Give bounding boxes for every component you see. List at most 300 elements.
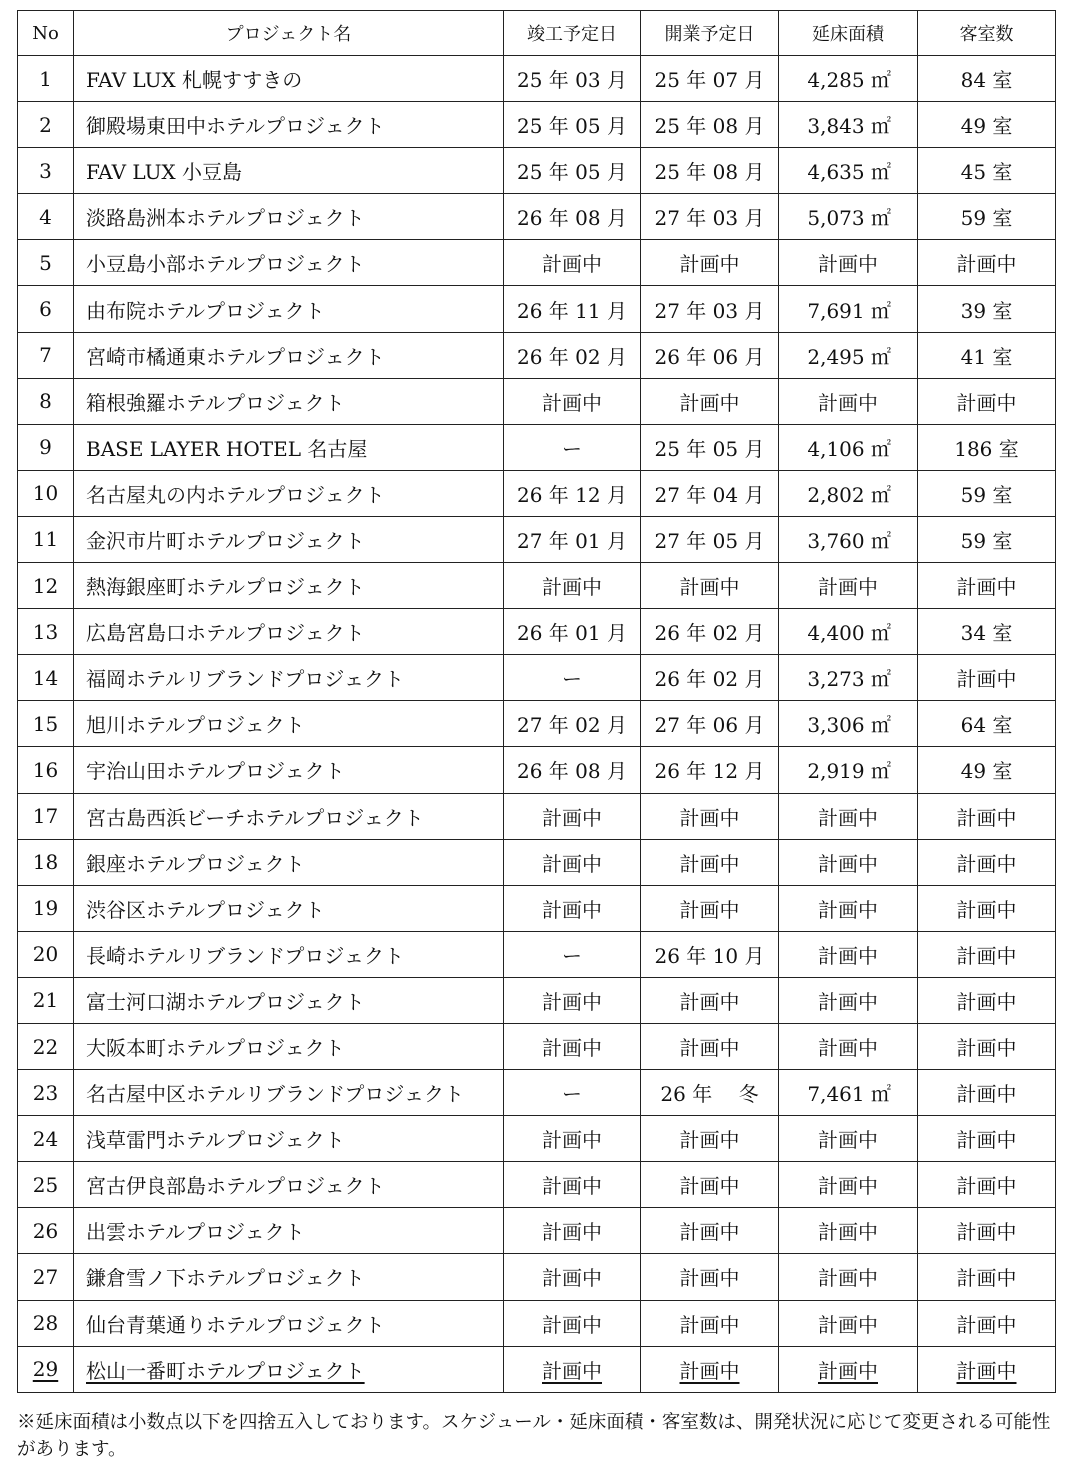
cell-completion-date [504,1254,641,1300]
table-row [18,747,1056,793]
cell-text: 26 年 02 月 [517,344,627,369]
cell-no [18,286,74,332]
cell-no [18,240,74,286]
cell-text: 25 年 05 月 [517,160,627,185]
cell-floor-area [779,240,918,286]
cell-floor-area [779,516,918,562]
cell-text: 御殿場東田中ホテルプロジェクト [86,114,385,139]
cell-floor-area [779,885,918,931]
cell-text: 2,802 ㎡ [807,482,891,507]
cell-floor-area [779,102,918,148]
cell-completion-date [504,424,641,470]
cell-floor-area [779,332,918,378]
cell-opening-date [641,148,779,194]
cell-floor-area [779,148,918,194]
table-row [18,1116,1056,1162]
cell-rooms [918,286,1056,332]
cell-completion-date [504,1116,641,1162]
cell-text: 計画中 [679,897,740,922]
cell-text: 計画中 [542,1220,602,1245]
cell-text: 計画中 [679,1358,740,1383]
cell-text: 浅草雷門ホテルプロジェクト [86,1128,345,1153]
table-row [18,516,1056,562]
cell-text: 16 [32,757,59,782]
cell-text: 27 年 03 月 [654,206,765,231]
cell-text: 計画中 [818,575,878,600]
cell-opening-date [641,194,779,240]
cell-text: 25 年 03 月 [517,68,627,93]
cell-text: 小豆島小部ホテルプロジェクト [86,252,365,277]
cell-completion-date [504,885,641,931]
cell-completion-date [504,609,641,655]
cell-completion-date [504,701,641,747]
cell-no [18,1300,74,1346]
cell-text: 23 [32,1080,59,1105]
table-row [18,655,1056,701]
cell-opening-date [641,1162,779,1208]
cell-text: 計画中 [679,989,740,1014]
cell-text: 5 [39,250,52,275]
cell-project-name [74,56,504,102]
cell-text: 26 年 10 月 [654,943,765,968]
cell-opening-date [641,839,779,885]
cell-text: 27 年 01 月 [517,528,627,553]
cell-project-name [74,793,504,839]
table-row [18,378,1056,424]
cell-floor-area [779,1162,918,1208]
table-row [18,701,1056,747]
cell-text: 15 [32,711,59,736]
cell-rooms [918,424,1056,470]
cell-project-name [74,332,504,378]
cell-text: 3 [39,158,52,183]
cell-text: 計画中 [542,1128,602,1153]
cell-text: 2,495 ㎡ [807,344,891,369]
cell-project-name [74,885,504,931]
cell-text: 計画中 [542,390,602,415]
cell-opening-date [641,1116,779,1162]
cell-opening-date [641,378,779,424]
cell-no [18,56,74,102]
cell-text: 27 年 06 月 [654,713,765,738]
cell-floor-area [779,747,918,793]
cell-project-name [74,655,504,701]
table-row [18,1300,1056,1346]
cell-text: 計画中 [818,252,878,277]
cell-text: 26 年 12 月 [517,482,627,507]
cell-text: 計画中 [542,1266,602,1291]
cell-text: 3,273 ㎡ [807,667,891,692]
cell-text: 3,843 ㎡ [807,114,891,139]
cell-text: 計画中 [818,1220,878,1245]
table-row [18,332,1056,378]
cell-text: 27 [32,1264,59,1289]
cell-text: FAV LUX 小豆島 [86,160,243,185]
cell-text: 福岡ホテルリブランドプロジェクト [86,667,404,692]
cell-text: 49 室 [960,759,1013,784]
cell-floor-area [779,793,918,839]
cell-project-name [74,1070,504,1116]
project-table [17,10,1056,1393]
cell-text: 2,919 ㎡ [807,759,891,784]
cell-floor-area [779,655,918,701]
cell-text: 12 [32,573,59,598]
table-row [18,1070,1056,1116]
cell-floor-area [779,1254,918,1300]
cell-project-name [74,148,504,194]
cell-rooms [918,1116,1056,1162]
table-row [18,563,1056,609]
cell-text: 計画中 [679,805,740,830]
cell-rooms [918,839,1056,885]
cell-text: 5,073 ㎡ [807,206,891,231]
cell-text: 18 [32,850,59,875]
cell-text: 計画中 [679,1036,740,1061]
cell-text: 計画中 [818,1036,878,1061]
cell-text: 計画中 [542,1036,602,1061]
cell-project-name [74,240,504,286]
cell-text: 名古屋中区ホテルリブランドプロジェクト [86,1082,464,1107]
cell-text: 計画中 [956,1312,1017,1337]
cell-rooms [918,56,1056,102]
cell-text: 出雲ホテルプロジェクト [86,1220,305,1245]
cell-floor-area [779,701,918,747]
cell-completion-date [504,655,641,701]
cell-opening-date [641,1070,779,1116]
cell-completion-date [504,378,641,424]
cell-completion-date [504,332,641,378]
cell-text: 27 年 04 月 [654,482,765,507]
cell-no [18,839,74,885]
cell-project-name [74,839,504,885]
footnote: ※延床面積は小数点以下を四捨五入しております。スケジュール・延床面積・客室数は、開発状況に応じて変更される可能性があります。 [17,1412,1051,1460]
cell-no [18,655,74,701]
cell-rooms [918,332,1056,378]
cell-floor-area [779,931,918,977]
cell-text: 計画中 [679,390,740,415]
cell-text: 計画中 [956,1036,1017,1061]
cell-floor-area [779,1023,918,1069]
cell-text: 26 年 08 月 [517,759,627,784]
cell-text: 由布院ホテルプロジェクト [86,298,325,323]
cell-project-name [74,424,504,470]
cell-opening-date [641,240,779,286]
cell-project-name [74,747,504,793]
cell-no [18,378,74,424]
cell-completion-date [504,1346,641,1392]
cell-rooms [918,1023,1056,1069]
cell-project-name [74,1162,504,1208]
cell-text: 41 室 [960,344,1013,369]
cell-text: 28 [32,1311,59,1336]
cell-rooms [918,977,1056,1023]
cell-text: 淡路島洲本ホテルプロジェクト [86,206,365,231]
cell-text: 7,691 ㎡ [807,298,891,323]
cell-text: 17 [32,804,59,829]
cell-project-name [74,378,504,424]
cell-text: 59 室 [960,528,1013,553]
cell-text: BASE LAYER HOTEL 名古屋 [86,436,368,461]
cell-rooms [918,1070,1056,1116]
cell-completion-date [504,56,641,102]
cell-text: 4,635 ㎡ [807,160,891,185]
cell-no [18,102,74,148]
cell-text: 計画中 [956,1358,1017,1383]
cell-floor-area [779,563,918,609]
cell-completion-date [504,1162,641,1208]
cell-no [18,1070,74,1116]
table-row [18,148,1056,194]
cell-text: 27 年 03 月 [654,298,765,323]
cell-text: 名古屋丸の内ホテルプロジェクト [86,482,385,507]
cell-text: 長崎ホテルリブランドプロジェクト [86,943,404,968]
cell-text: 14 [32,665,59,690]
cell-text: 21 [32,988,59,1013]
cell-text: 計画中 [956,989,1017,1014]
cell-project-name [74,1254,504,1300]
cell-text: 3,306 ㎡ [807,713,891,738]
cell-text: 3,760 ㎡ [807,528,891,553]
cell-text: 26 年 11 月 [517,298,627,323]
cell-no [18,148,74,194]
cell-opening-date [641,332,779,378]
cell-rooms [918,240,1056,286]
table-row [18,977,1056,1023]
header-project-name: プロジェクト名 [74,11,504,56]
cell-text: 計画中 [679,851,740,876]
table-row [18,1346,1056,1392]
cell-text: 26 [32,1218,59,1243]
cell-project-name [74,563,504,609]
cell-text: 26 年 12 月 [654,759,765,784]
cell-completion-date [504,747,641,793]
cell-rooms [918,885,1056,931]
cell-text: 計画中 [679,1220,740,1245]
cell-opening-date [641,1300,779,1346]
cell-opening-date [641,1023,779,1069]
cell-text: 計画中 [818,805,878,830]
cell-text: 計画中 [956,252,1017,277]
cell-text: 27 年 02 月 [517,713,627,738]
cell-floor-area [779,286,918,332]
cell-rooms [918,609,1056,655]
cell-opening-date [641,1254,779,1300]
cell-project-name [74,701,504,747]
cell-project-name [74,194,504,240]
cell-text: ー [562,1082,582,1107]
cell-opening-date [641,793,779,839]
cell-text: 1 [39,66,52,91]
cell-text: 銀座ホテルプロジェクト [86,851,305,876]
cell-text: 計画中 [956,1082,1017,1107]
cell-text: 計画中 [818,390,878,415]
table-row [18,931,1056,977]
cell-text: 26 年 02 月 [654,621,765,646]
cell-text: 34 室 [960,621,1013,646]
cell-opening-date [641,931,779,977]
cell-opening-date [641,701,779,747]
cell-text: 旭川ホテルプロジェクト [86,713,305,738]
cell-text: 箱根強羅ホテルプロジェクト [86,390,345,415]
cell-no [18,516,74,562]
cell-text: 熱海銀座町ホテルプロジェクト [86,575,365,600]
cell-opening-date [641,470,779,516]
cell-text: 計画中 [956,805,1017,830]
cell-text: 25 [32,1172,59,1197]
cell-completion-date [504,148,641,194]
cell-text: 4 [39,204,52,229]
cell-text: 渋谷区ホテルプロジェクト [86,897,325,922]
cell-text: ー [562,667,582,692]
cell-no [18,609,74,655]
cell-rooms [918,747,1056,793]
cell-text: 計画中 [679,575,740,600]
cell-completion-date [504,977,641,1023]
cell-project-name [74,1116,504,1162]
cell-text: 計画中 [956,667,1017,692]
table-row [18,1162,1056,1208]
cell-rooms [918,793,1056,839]
cell-text: 26 年 01 月 [517,621,627,646]
cell-rooms [918,194,1056,240]
cell-opening-date [641,424,779,470]
cell-no [18,194,74,240]
cell-rooms [918,102,1056,148]
cell-project-name [74,977,504,1023]
cell-project-name [74,931,504,977]
cell-text: 26 年 06 月 [654,344,765,369]
cell-rooms [918,470,1056,516]
cell-text: 64 室 [960,713,1013,738]
cell-opening-date [641,56,779,102]
table-row [18,194,1056,240]
cell-text: 186 室 [954,436,1019,461]
cell-rooms [918,378,1056,424]
table-row [18,839,1056,885]
cell-project-name [74,1346,504,1392]
table-row [18,240,1056,286]
cell-floor-area [779,378,918,424]
cell-opening-date [641,655,779,701]
cell-text: 9 [39,435,52,460]
cell-text: 計画中 [818,989,878,1014]
cell-text: 26 年 02 月 [654,667,765,692]
table-row [18,1208,1056,1254]
cell-opening-date [641,286,779,332]
cell-opening-date [641,1208,779,1254]
cell-no [18,747,74,793]
table-row [18,56,1056,102]
cell-text: 13 [32,619,59,644]
cell-text: 鎌倉雪ノ下ホテルプロジェクト [86,1266,365,1291]
cell-project-name [74,286,504,332]
cell-text: 59 室 [960,206,1013,231]
header-rooms: 客室数 [918,11,1056,56]
cell-text: 19 [32,896,59,921]
cell-project-name [74,609,504,655]
cell-text: 11 [32,527,59,552]
cell-completion-date [504,1023,641,1069]
cell-text: 計画中 [679,1312,740,1337]
cell-text: FAV LUX 札幌すすきの [86,68,303,93]
cell-floor-area [779,839,918,885]
cell-project-name [74,1208,504,1254]
header-completion-date: 竣工予定日 [504,11,641,56]
header-opening-date: 開業予定日 [641,11,779,56]
cell-text: 宮古島西浜ビーチホテルプロジェクト [86,805,424,830]
cell-rooms [918,931,1056,977]
cell-text: 49 室 [960,114,1013,139]
cell-text: 計画中 [542,897,602,922]
cell-text: 計画中 [956,897,1017,922]
cell-no [18,424,74,470]
cell-text: 10 [32,481,59,506]
cell-text: 計画中 [956,851,1017,876]
cell-text: 4,106 ㎡ [807,436,891,461]
cell-no [18,563,74,609]
cell-text: 2 [39,112,52,137]
cell-text: 25 年 08 月 [654,114,765,139]
cell-no [18,332,74,378]
cell-floor-area [779,194,918,240]
cell-text: 計画中 [818,943,878,968]
cell-text: 計画中 [818,1174,878,1199]
cell-text: 宮崎市橘通東ホテルプロジェクト [86,344,385,369]
cell-opening-date [641,747,779,793]
cell-project-name [74,1300,504,1346]
cell-no [18,1254,74,1300]
cell-text: 59 室 [960,482,1013,507]
cell-no [18,1116,74,1162]
table-row [18,1023,1056,1069]
cell-no [18,931,74,977]
cell-floor-area [779,470,918,516]
cell-completion-date [504,793,641,839]
cell-text: 39 室 [960,298,1013,323]
table-row [18,885,1056,931]
cell-text: 金沢市片町ホテルプロジェクト [86,528,365,553]
cell-completion-date [504,286,641,332]
cell-text: 計画中 [542,805,602,830]
cell-project-name [74,470,504,516]
cell-text: 宇治山田ホテルプロジェクト [86,759,345,784]
cell-opening-date [641,102,779,148]
cell-text: 29 [32,1357,59,1382]
cell-text: 20 [32,942,59,967]
cell-completion-date [504,240,641,286]
cell-opening-date [641,977,779,1023]
cell-project-name [74,1023,504,1069]
cell-completion-date [504,1300,641,1346]
cell-text: 計画中 [542,989,602,1014]
cell-text: 84 室 [960,68,1013,93]
cell-text: 計画中 [956,943,1017,968]
cell-opening-date [641,609,779,655]
cell-completion-date [504,1208,641,1254]
cell-text: 25 年 07 月 [654,68,765,93]
cell-completion-date [504,839,641,885]
cell-floor-area [779,977,918,1023]
cell-text: 計画中 [679,1266,740,1291]
cell-text: 25 年 08 月 [654,160,765,185]
cell-no [18,977,74,1023]
cell-text: 25 年 05 月 [517,114,627,139]
cell-text: 富士河口湖ホテルプロジェクト [86,989,365,1014]
cell-text: ー [562,943,582,968]
cell-floor-area [779,1116,918,1162]
cell-text: 26 年 冬 [660,1082,759,1107]
table-row [18,286,1056,332]
